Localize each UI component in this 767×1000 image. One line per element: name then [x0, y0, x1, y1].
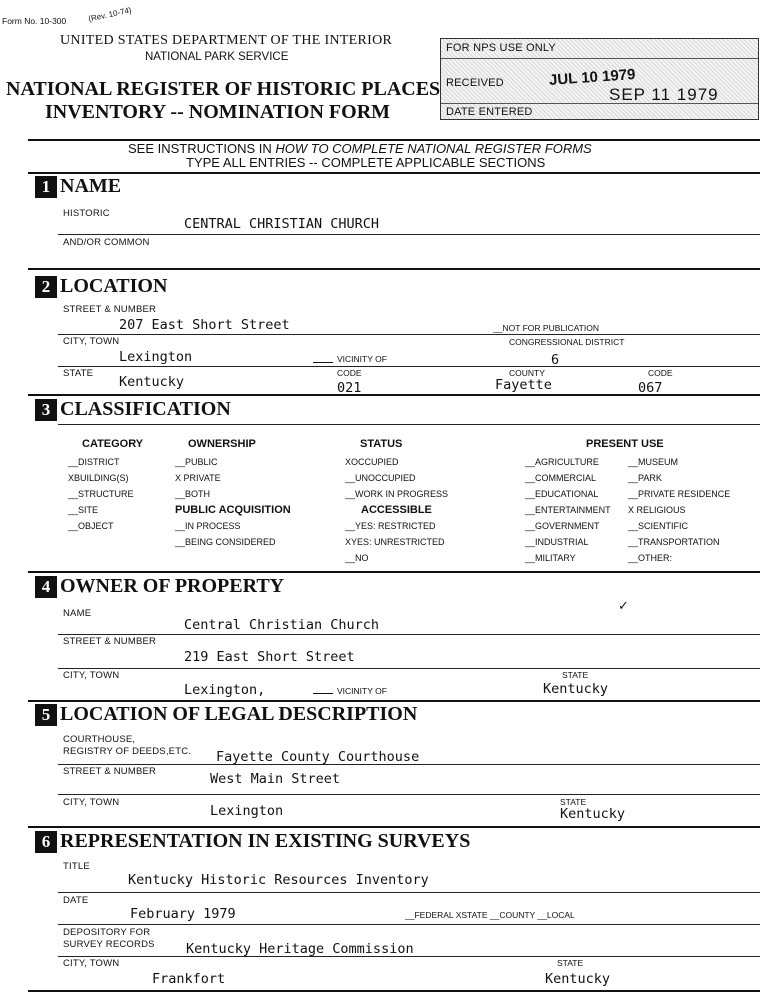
accessible-heading: ACCESSIBLE [361, 504, 432, 516]
nps-box-label: FOR NPS USE ONLY [446, 42, 556, 54]
section-4-header [35, 575, 284, 598]
county-label: COUNTY [509, 368, 545, 378]
status-heading: STATUS [360, 438, 403, 450]
section-3-header [35, 398, 231, 421]
section-5-header [35, 703, 417, 726]
ownership-option: X PRIVATE [175, 473, 221, 483]
owner-city-value: Lexington, [184, 682, 266, 698]
survey-levels: __FEDERAL XSTATE __COUNTY __LOCAL [405, 910, 575, 920]
legal-state-label: STATE [560, 797, 587, 807]
ownership-option: __BOTH [175, 489, 211, 499]
status-option: __WORK IN PROGRESS [345, 489, 449, 499]
county-code-value: 067 [638, 380, 663, 396]
ownership-heading: OWNERSHIP [188, 438, 256, 450]
owner-name-label: NAME [63, 608, 92, 619]
section-6-header [35, 830, 470, 853]
present-use-option: __GOVERNMENT [525, 521, 600, 531]
public-acquisition-option: __BEING CONSIDERED [175, 537, 276, 547]
legal-state-value: Kentucky [560, 806, 626, 822]
section-title: NAME [60, 175, 122, 197]
section-number: 3 [35, 399, 57, 421]
section-number: 5 [35, 704, 57, 726]
form-title-line2: INVENTORY -- NOMINATION FORM [45, 101, 391, 123]
present-use-option: __MUSEUM [628, 457, 679, 467]
owner-state-label: STATE [562, 670, 589, 680]
form-revision: (Rev. 10-74) [87, 5, 133, 24]
status-option: __UNOCCUPIED [345, 473, 416, 483]
check-mark: ✓ [618, 598, 629, 613]
status-option: XOCCUPIED [345, 457, 399, 467]
congressional-district-label: CONGRESSIONAL DISTRICT [509, 337, 625, 347]
congressional-district-value: 6 [551, 352, 560, 368]
survey-title-label: TITLE [63, 861, 90, 872]
category-option: __SITE [68, 505, 99, 515]
present-use-option: __PARK [628, 473, 662, 483]
owner-name-value: Central Christian Church [184, 617, 380, 633]
courthouse-value: Fayette County Courthouse [216, 749, 420, 765]
present-use-option: __OTHER: [628, 553, 673, 563]
city-label: CITY, TOWN [63, 336, 120, 347]
present-use-option: __COMMERCIAL [525, 473, 597, 483]
vicinity-of: VICINITY OF [337, 354, 387, 364]
category-option: __STRUCTURE [68, 489, 134, 499]
legal-city-label: CITY, TOWN [63, 797, 120, 808]
registry-label: REGISTRY OF DEEDS,ETC. [63, 746, 192, 757]
section-title: LOCATION [60, 275, 168, 297]
section-2-header [35, 275, 167, 298]
state-code-value: 021 [337, 380, 362, 396]
section-title: OWNER OF PROPERTY [60, 575, 285, 597]
section-number: 6 [35, 831, 57, 853]
category-heading: CATEGORY [82, 438, 144, 450]
owner-street-label: STREET & NUMBER [63, 636, 157, 647]
not-for-publication: __NOT FOR PUBLICATION [493, 323, 599, 333]
present-use-option: __INDUSTRIAL [525, 537, 589, 547]
instructions-line1 [128, 141, 592, 156]
section-1-header [35, 175, 121, 198]
instructions-line2: TYPE ALL ENTRIES -- COMPLETE APPLICABLE SECTIONS [186, 155, 546, 170]
state-label: STATE [63, 368, 94, 379]
historic-name-value: CENTRAL CHRISTIAN CHURCH [184, 216, 380, 232]
common-name-label: AND/OR COMMON [63, 237, 150, 248]
survey-title-value: Kentucky Historic Resources Inventory [128, 872, 429, 888]
public-acquisition-option: __IN PROCESS [175, 521, 241, 531]
section-title: REPRESENTATION IN EXISTING SURVEYS [60, 830, 471, 852]
city-value: Lexington [119, 349, 193, 365]
present-use-option: __EDUCATIONAL [525, 489, 599, 499]
owner-state-value: Kentucky [543, 681, 609, 697]
vicinity-of: VICINITY OF [337, 686, 387, 696]
survey-records-label: SURVEY RECORDS [63, 939, 155, 950]
code-label: CODE [337, 368, 362, 378]
form-number: Form No. 10-300 [2, 16, 67, 26]
street-label: STREET & NUMBER [63, 304, 157, 315]
section-title: LOCATION OF LEGAL DESCRIPTION [60, 703, 418, 725]
section-title: CLASSIFICATION [60, 398, 231, 420]
historic-label: HISTORIC [63, 208, 110, 219]
ownership-option: __PUBLIC [175, 457, 218, 467]
nps-use-only-box [440, 38, 759, 120]
received-label: RECEIVED [446, 77, 504, 89]
instructions-prefix: SEE INSTRUCTIONS IN [128, 141, 276, 156]
section-number: 1 [35, 176, 57, 198]
instructions-reference: HOW TO COMPLETE NATIONAL REGISTER FORMS [275, 141, 592, 156]
accessible-option: XYES: UNRESTRICTED [345, 537, 445, 547]
service-name: NATIONAL PARK SERVICE [145, 51, 289, 63]
present-use-option: __SCIENTIFIC [628, 521, 689, 531]
legal-street-value: West Main Street [210, 771, 341, 787]
accessible-option: __NO [345, 553, 369, 563]
depository-city-value: Frankfort [152, 971, 226, 987]
courthouse-label: COURTHOUSE, [63, 734, 136, 745]
depository-label: DEPOSITORY FOR [63, 927, 151, 938]
present-use-option: X RELIGIOUS [628, 505, 686, 515]
present-use-option: __AGRICULTURE [525, 457, 599, 467]
legal-street-label: STREET & NUMBER [63, 766, 157, 777]
present-use-option: __PRIVATE RESIDENCE [628, 489, 731, 499]
category-option: __OBJECT [68, 521, 114, 531]
form-title-line1: NATIONAL REGISTER OF HISTORIC PLACES [6, 78, 441, 100]
survey-date-label: DATE [63, 895, 89, 906]
present-use-option: __MILITARY [525, 553, 576, 563]
legal-city-value: Lexington [210, 803, 284, 819]
present-use-option: __ENTERTAINMENT [525, 505, 611, 515]
public-acquisition-heading: PUBLIC ACQUISITION [175, 504, 291, 516]
depository-value: Kentucky Heritage Commission [186, 941, 414, 957]
county-code-label: CODE [648, 368, 673, 378]
state-value: Kentucky [119, 374, 185, 390]
category-option: __DISTRICT [68, 457, 120, 467]
county-value: Fayette [495, 377, 552, 393]
owner-street-value: 219 East Short Street [184, 649, 355, 665]
date-entered-stamp: SEP 11 1979 [609, 85, 719, 104]
department-name: UNITED STATES DEPARTMENT OF THE INTERIOR [60, 33, 393, 48]
depository-state-label: STATE [557, 958, 584, 968]
survey-date-value: February 1979 [130, 906, 236, 922]
received-stamp: JUL 10 1979 [548, 66, 636, 89]
section-number: 2 [35, 276, 57, 298]
street-value: 207 East Short Street [119, 317, 290, 333]
present-use-option: __TRANSPORTATION [628, 537, 720, 547]
category-option: XBUILDING(S) [68, 473, 129, 483]
date-entered-label: DATE ENTERED [446, 106, 533, 118]
accessible-option: __YES: RESTRICTED [345, 521, 436, 531]
section-number: 4 [35, 576, 57, 598]
owner-city-label: CITY, TOWN [63, 670, 120, 681]
depository-state-value: Kentucky [545, 971, 611, 987]
present-use-heading: PRESENT USE [586, 438, 664, 450]
depository-city-label: CITY, TOWN [63, 958, 120, 969]
